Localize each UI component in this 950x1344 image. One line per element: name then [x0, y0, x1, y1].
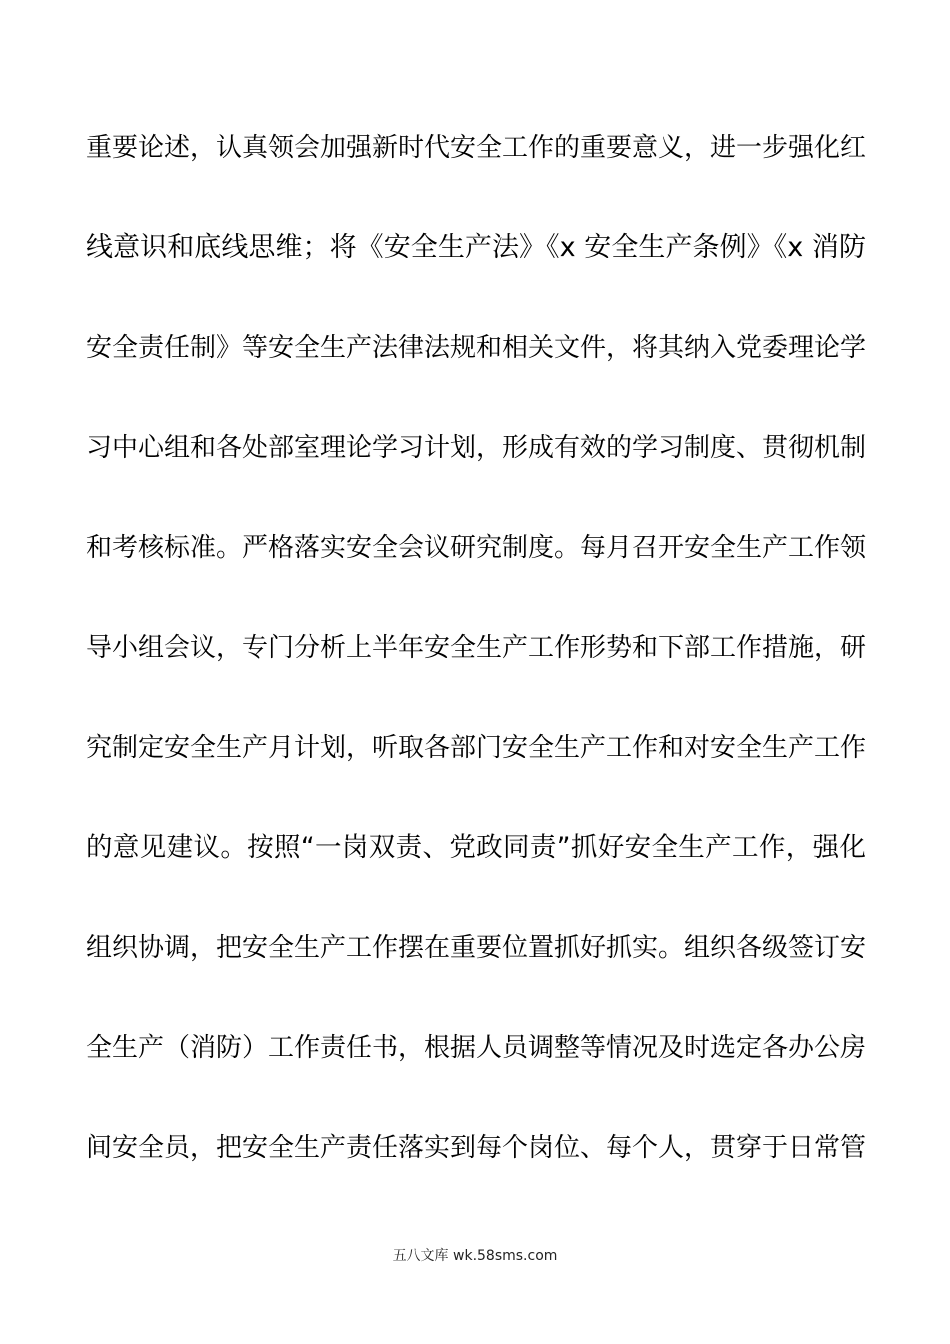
- text-line-6: 导小组会议，专门分析上半年安全生产工作形势和下部工作措施，研: [86, 633, 867, 663]
- body-paragraph: [86, 120, 866, 1220]
- text-line-9: 组织协调，把安全生产工作摆在重要位置抓好抓实。组织各级签订安: [86, 933, 867, 963]
- text-line-8: 的意见建议。按照“一岗双责、党政同责”抓好安全生产工作，强化: [86, 832, 866, 863]
- text-line-1: 重要论述，认真领会加强新时代安全工作的重要意义，进一步强化红: [86, 133, 867, 163]
- text-line-3: 安全责任制》等安全生产法律法规和相关文件，将其纳入党委理论学: [86, 333, 867, 363]
- page-footer-watermark: 五八文库 wk.58sms.com: [392, 1248, 558, 1264]
- text-line-7: 究制定安全生产月计划，听取各部门安全生产工作和对安全生产工作: [86, 733, 867, 763]
- text-line-11: 间安全员，把安全生产责任落实到每个岗位、每个人，贯穿于日常管: [86, 1133, 867, 1163]
- text-line-5: 和考核标准。严格落实安全会议研究制度。每月召开安全生产工作领: [86, 533, 867, 563]
- text-line-4: 习中心组和各处部室理论学习计划，形成有效的学习制度、贯彻机制: [86, 433, 867, 463]
- text-line-10: 全生产（消防）工作责任书，根据人员调整等情况及时选定各办公房: [86, 1033, 867, 1063]
- text-line-2: 线意识和底线思维；将《安全生产法》《x 安全生产条例》《x 消防: [86, 232, 866, 263]
